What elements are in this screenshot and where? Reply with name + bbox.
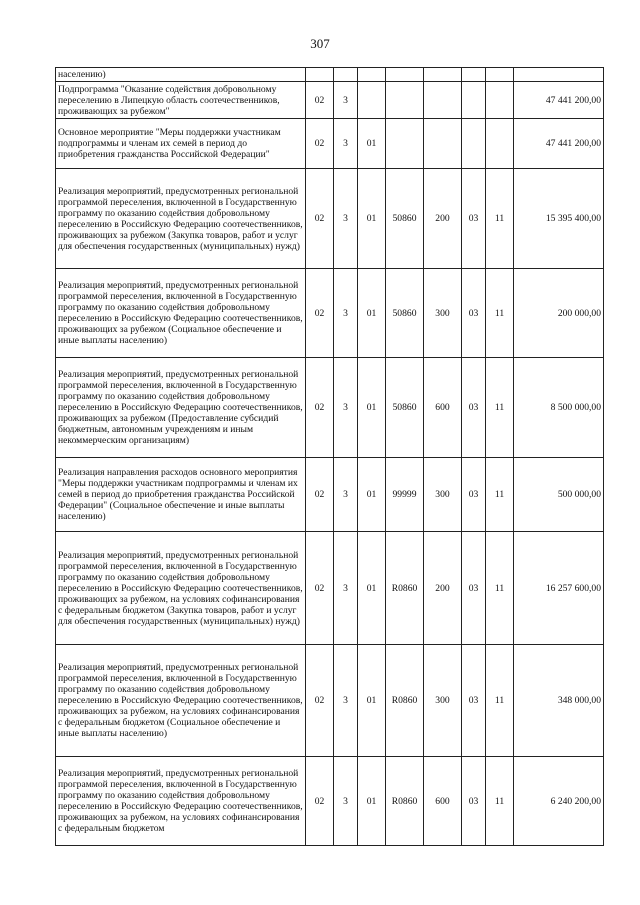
expense-type-code: 300 bbox=[424, 458, 462, 532]
subsection-code bbox=[486, 119, 514, 169]
table-row bbox=[56, 82, 604, 119]
amount: 47 441 200,00 bbox=[514, 82, 604, 119]
row-description: Реализация мероприятий, предусмотренных региональной программой переселения, включенной в Государственную программу по оказанию содействия добровольному переселению в Российскую Федерацию соотечественников, проживающих за рубежом, на условиях софинансирования с федеральным бюджетом bbox=[56, 757, 306, 846]
amount: 16 257 600,00 bbox=[514, 532, 604, 645]
expense-direction-code bbox=[386, 119, 424, 169]
section-code bbox=[462, 68, 486, 82]
main-activity-code: 01 bbox=[358, 119, 386, 169]
subprogram-code: 3 bbox=[334, 458, 358, 532]
program-code bbox=[306, 68, 334, 82]
main-activity-code: 01 bbox=[358, 458, 386, 532]
row-description: Реализация мероприятий, предусмотренных региональной программой переселения, включенной в Государственную программу по оказанию содействия добровольному переселению в Российскую Федерацию соотечественников, проживающих за рубежом, на условиях софинансирования с федеральным бюджетом (Закупка товаров, работ и услуг для обеспечения государственных (муниципальных) нужд) bbox=[56, 532, 306, 645]
table-row bbox=[56, 532, 604, 645]
expense-type-code: 600 bbox=[424, 358, 462, 458]
subprogram-code: 3 bbox=[334, 358, 358, 458]
subsection-code: 11 bbox=[486, 358, 514, 458]
section-code: 03 bbox=[462, 358, 486, 458]
main-activity-code: 01 bbox=[358, 645, 386, 757]
expense-direction-code: 99999 bbox=[386, 458, 424, 532]
table-row bbox=[56, 645, 604, 757]
main-activity-code: 01 bbox=[358, 358, 386, 458]
section-code bbox=[462, 119, 486, 169]
program-code: 02 bbox=[306, 82, 334, 119]
table-row bbox=[56, 169, 604, 269]
expense-type-code: 200 bbox=[424, 169, 462, 269]
table-row bbox=[56, 358, 604, 458]
row-description: Реализация мероприятий, предусмотренных региональной программой переселения, включенной в Государственную программу по оказанию содействия добровольному переселению в Российскую Федерацию соотечественников, проживающих за рубежом (Предоставление субсидий бюджетным, автономным учреждениям и иным некоммерческим организациям) bbox=[56, 358, 306, 458]
expense-direction-code bbox=[386, 68, 424, 82]
expense-type-code: 600 bbox=[424, 757, 462, 846]
section-code bbox=[462, 82, 486, 119]
row-description: Основное мероприятие "Меры поддержки участникам подпрограммы и членам их семей в период до приобретения гражданства Российской Федерации" bbox=[56, 119, 306, 169]
expense-direction-code: 50860 bbox=[386, 269, 424, 358]
main-activity-code: 01 bbox=[358, 757, 386, 846]
expense-direction-code: R0860 bbox=[386, 645, 424, 757]
program-code: 02 bbox=[306, 757, 334, 846]
expense-direction-code: 50860 bbox=[386, 169, 424, 269]
section-code: 03 bbox=[462, 645, 486, 757]
program-code: 02 bbox=[306, 269, 334, 358]
subsection-code: 11 bbox=[486, 169, 514, 269]
main-activity-code: 01 bbox=[358, 169, 386, 269]
row-description: населению) bbox=[56, 68, 306, 82]
expense-direction-code: R0860 bbox=[386, 532, 424, 645]
amount: 15 395 400,00 bbox=[514, 169, 604, 269]
program-code: 02 bbox=[306, 358, 334, 458]
subprogram-code: 3 bbox=[334, 169, 358, 269]
table-row bbox=[56, 68, 604, 82]
amount: 500 000,00 bbox=[514, 458, 604, 532]
section-code: 03 bbox=[462, 757, 486, 846]
expense-type-code: 200 bbox=[424, 532, 462, 645]
program-code: 02 bbox=[306, 532, 334, 645]
amount bbox=[514, 68, 604, 82]
row-description: Реализация мероприятий, предусмотренных региональной программой переселения, включенной в Государственную программу по оказанию содействия добровольному переселению в Российскую Федерацию соотечественников, проживающих за рубежом (Социальное обеспечение и иные выплаты населению) bbox=[56, 269, 306, 358]
main-activity-code: 01 bbox=[358, 532, 386, 645]
main-activity-code bbox=[358, 82, 386, 119]
table-row bbox=[56, 119, 604, 169]
section-code: 03 bbox=[462, 269, 486, 358]
subsection-code: 11 bbox=[486, 269, 514, 358]
subsection-code: 11 bbox=[486, 757, 514, 846]
row-description: Реализация направления расходов основного мероприятия "Меры поддержки участникам подпрограммы и членам их семей в период до приобретения гражданства Российской Федерации" (Социальное обеспечение и иные выплаты населению) bbox=[56, 458, 306, 532]
table-row bbox=[56, 458, 604, 532]
table-body bbox=[56, 68, 604, 846]
subprogram-code: 3 bbox=[334, 119, 358, 169]
expense-type-code: 300 bbox=[424, 269, 462, 358]
section-code: 03 bbox=[462, 169, 486, 269]
expense-direction-code bbox=[386, 82, 424, 119]
expense-type-code bbox=[424, 119, 462, 169]
budget-table bbox=[55, 67, 604, 846]
main-activity-code bbox=[358, 68, 386, 82]
amount: 8 500 000,00 bbox=[514, 358, 604, 458]
program-code: 02 bbox=[306, 458, 334, 532]
subprogram-code: 3 bbox=[334, 645, 358, 757]
subprogram-code: 3 bbox=[334, 532, 358, 645]
expense-direction-code: R0860 bbox=[386, 757, 424, 846]
amount: 348 000,00 bbox=[514, 645, 604, 757]
program-code: 02 bbox=[306, 169, 334, 269]
subsection-code: 11 bbox=[486, 458, 514, 532]
amount: 47 441 200,00 bbox=[514, 119, 604, 169]
subprogram-code: 3 bbox=[334, 82, 358, 119]
expense-type-code bbox=[424, 68, 462, 82]
section-code: 03 bbox=[462, 532, 486, 645]
table-row bbox=[56, 757, 604, 846]
expense-type-code: 300 bbox=[424, 645, 462, 757]
subsection-code: 11 bbox=[486, 532, 514, 645]
program-code: 02 bbox=[306, 645, 334, 757]
page-number: 307 bbox=[310, 36, 330, 51]
row-description: Реализация мероприятий, предусмотренных региональной программой переселения, включенной в Государственную программу по оказанию содействия добровольному переселению в Российскую Федерацию соотечественников, проживающих за рубежом (Закупка товаров, работ и услуг для обеспечения государственных (муниципальных) нужд) bbox=[56, 169, 306, 269]
row-description: Подпрограмма "Оказание содействия добровольному переселению в Липецкую область соотечественников, проживающих за рубежом" bbox=[56, 82, 306, 119]
subprogram-code: 3 bbox=[334, 757, 358, 846]
subprogram-code: 3 bbox=[334, 269, 358, 358]
amount: 6 240 200,00 bbox=[514, 757, 604, 846]
subsection-code bbox=[486, 68, 514, 82]
expense-type-code bbox=[424, 82, 462, 119]
subsection-code: 11 bbox=[486, 645, 514, 757]
program-code: 02 bbox=[306, 119, 334, 169]
expense-direction-code: 50860 bbox=[386, 358, 424, 458]
subsection-code bbox=[486, 82, 514, 119]
main-activity-code: 01 bbox=[358, 269, 386, 358]
table-row bbox=[56, 269, 604, 358]
amount: 200 000,00 bbox=[514, 269, 604, 358]
subprogram-code bbox=[334, 68, 358, 82]
row-description: Реализация мероприятий, предусмотренных региональной программой переселения, включенной в Государственную программу по оказанию содействия добровольному переселению в Российскую Федерацию соотечественников, проживающих за рубежом, на условиях софинансирования с федеральным бюджетом (Социальное обеспечение и иные выплаты населению) bbox=[56, 645, 306, 757]
section-code: 03 bbox=[462, 458, 486, 532]
